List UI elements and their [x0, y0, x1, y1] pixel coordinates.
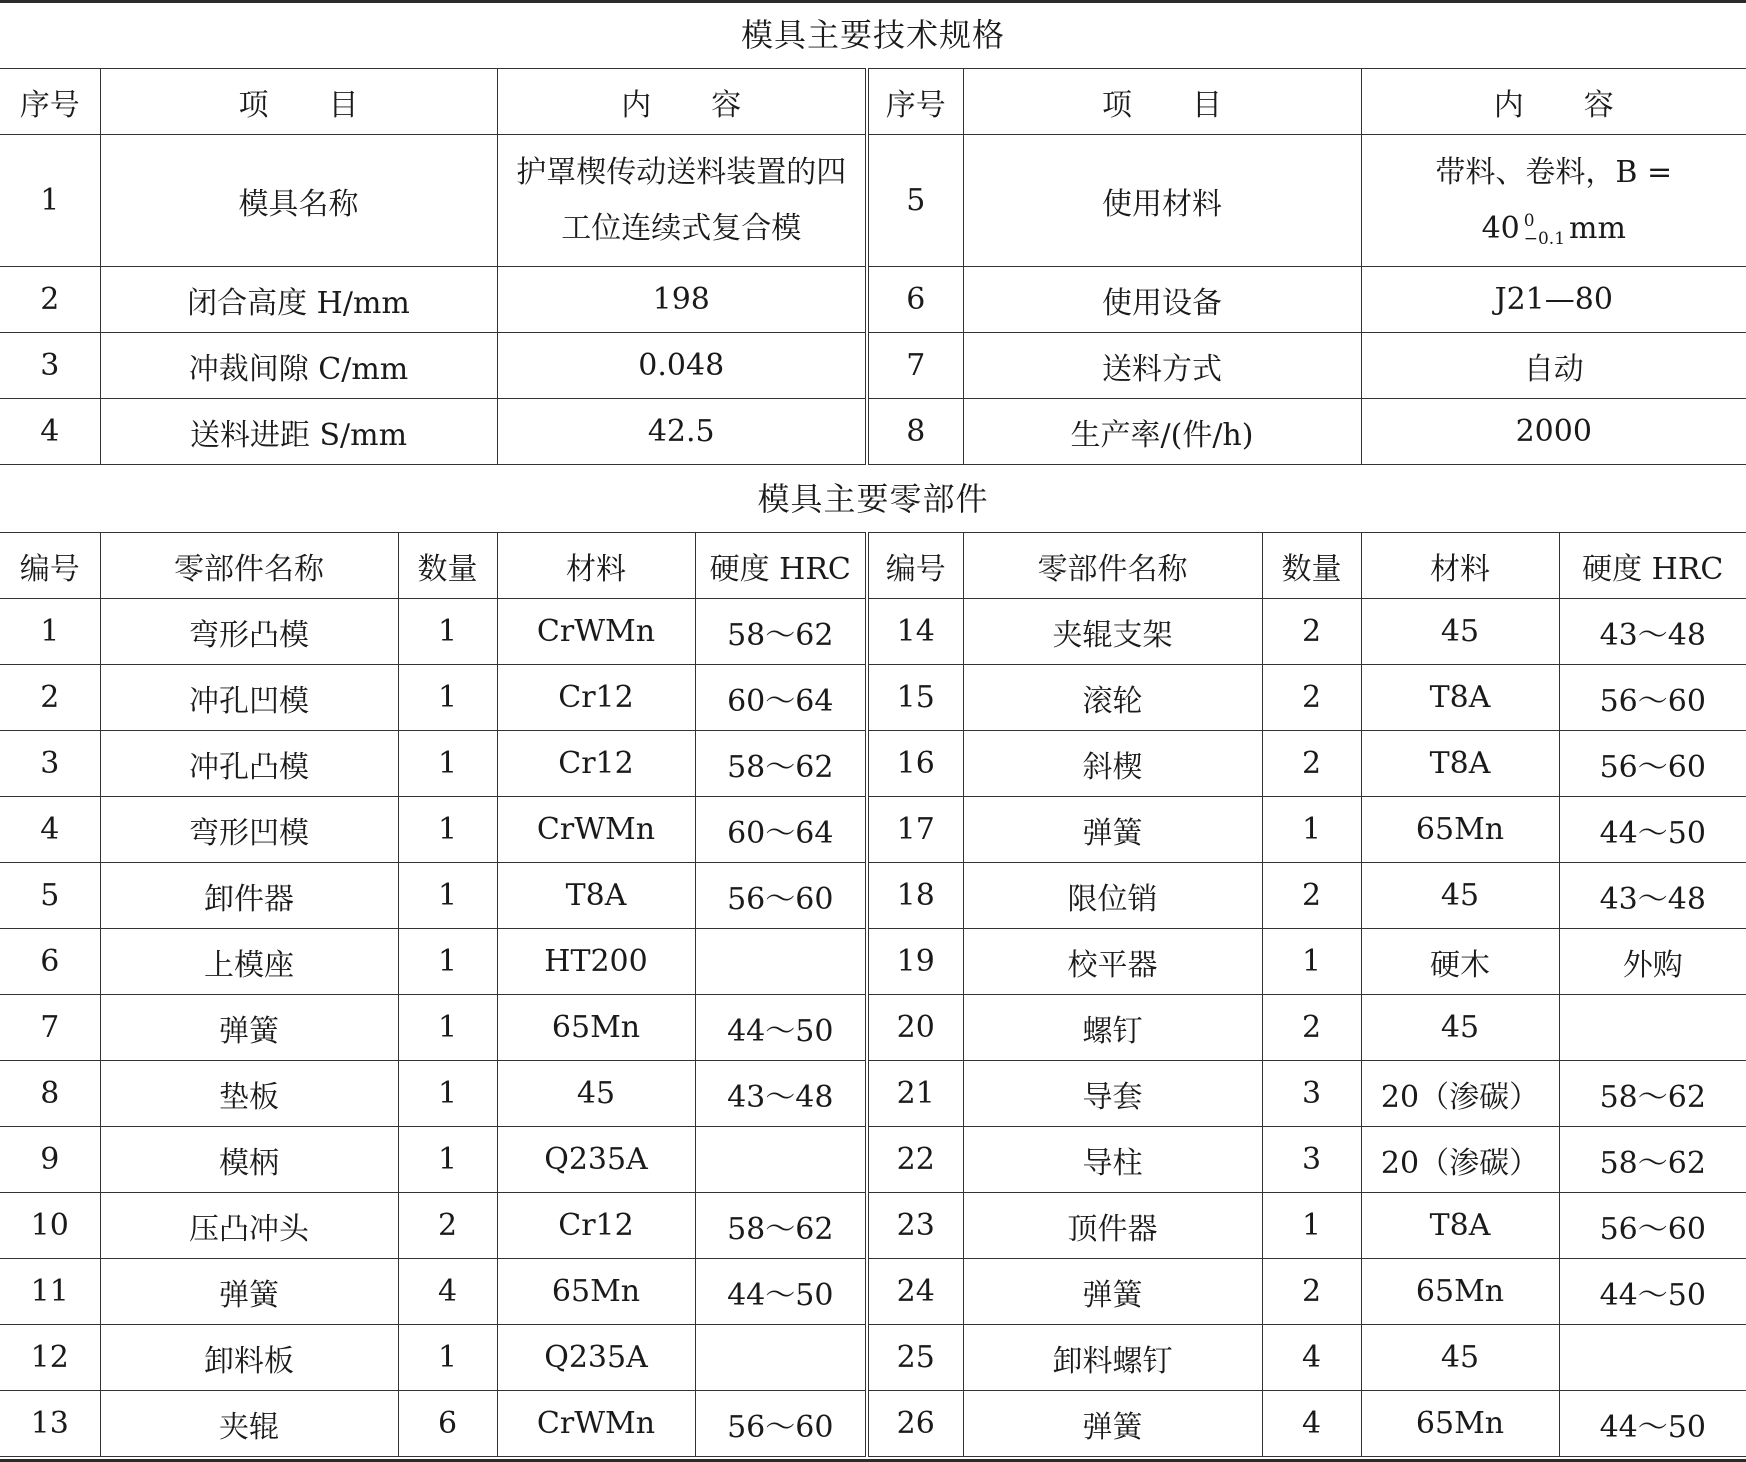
part-name: 螺钉	[963, 995, 1262, 1061]
part-qty: 4	[1262, 1325, 1361, 1391]
header-material: 材料	[497, 533, 695, 599]
part-material: HT200	[497, 929, 695, 995]
part-no: 3	[0, 731, 100, 797]
part-name: 滚轮	[963, 665, 1262, 731]
part-qty: 1	[398, 929, 497, 995]
part-no: 1	[0, 599, 100, 665]
part-no: 9	[0, 1127, 100, 1193]
parts-row	[0, 1193, 1746, 1259]
part-material: Q235A	[497, 1127, 695, 1193]
part-hardness	[695, 929, 867, 995]
part-qty: 2	[398, 1193, 497, 1259]
part-material: 65Mn	[1361, 797, 1559, 863]
part-hardness: 60～64	[695, 665, 867, 731]
part-hardness: 43～48	[1559, 863, 1746, 929]
spec-row	[0, 135, 1746, 267]
spec-item: 冲裁间隙 C/mm	[100, 333, 497, 399]
part-hardness: 56～60	[1559, 665, 1746, 731]
spec-content: 自动	[1361, 333, 1746, 399]
header-name: 零部件名称	[100, 533, 398, 599]
part-material: T8A	[1361, 731, 1559, 797]
part-name: 夹辊支架	[963, 599, 1262, 665]
part-hardness: 60～64	[695, 797, 867, 863]
part-no: 23	[867, 1193, 963, 1259]
header-qty: 数量	[398, 533, 497, 599]
part-name: 卸料板	[100, 1325, 398, 1391]
parts-row	[0, 1061, 1746, 1127]
parts-row	[0, 863, 1746, 929]
part-name: 导柱	[963, 1127, 1262, 1193]
header-name: 零部件名称	[963, 533, 1262, 599]
part-no: 22	[867, 1127, 963, 1193]
part-hardness: 44～50	[1559, 1259, 1746, 1325]
spec-no: 6	[867, 267, 963, 333]
part-material: CrWMn	[497, 797, 695, 863]
part-material: 65Mn	[1361, 1259, 1559, 1325]
part-no: 13	[0, 1391, 100, 1457]
spec-no: 7	[867, 333, 963, 399]
header-hardness: 硬度 HRC	[1559, 533, 1746, 599]
part-material: 45	[1361, 1325, 1559, 1391]
spec-row	[0, 267, 1746, 333]
header-material: 材料	[1361, 533, 1559, 599]
part-no: 24	[867, 1259, 963, 1325]
part-material: CrWMn	[497, 599, 695, 665]
parts-table	[0, 532, 1746, 1457]
spec-item: 使用材料	[963, 135, 1361, 267]
part-hardness: 56～60	[695, 1391, 867, 1457]
part-qty: 4	[398, 1259, 497, 1325]
part-material: 65Mn	[1361, 1391, 1559, 1457]
spec-content	[1361, 135, 1746, 267]
header-item: 项 目	[963, 69, 1361, 135]
part-name: 垫板	[100, 1061, 398, 1127]
part-no: 21	[867, 1061, 963, 1127]
part-material: 20（渗碳）	[1361, 1127, 1559, 1193]
part-no: 12	[0, 1325, 100, 1391]
part-name: 导套	[963, 1061, 1262, 1127]
part-no: 8	[0, 1061, 100, 1127]
part-no: 5	[0, 863, 100, 929]
part-hardness: 44～50	[695, 995, 867, 1061]
part-qty: 1	[398, 995, 497, 1061]
spec-item: 送料进距 S/mm	[100, 399, 497, 465]
part-material: T8A	[1361, 665, 1559, 731]
part-no: 4	[0, 797, 100, 863]
part-hardness: 56～60	[1559, 731, 1746, 797]
part-no: 6	[0, 929, 100, 995]
spec-content: 198	[497, 267, 867, 333]
part-material: 20（渗碳）	[1361, 1061, 1559, 1127]
spec-table	[0, 68, 1746, 465]
spec-content: 2000	[1361, 399, 1746, 465]
part-hardness: 外购	[1559, 929, 1746, 995]
part-name: 弯形凸模	[100, 599, 398, 665]
part-qty: 1	[398, 665, 497, 731]
part-qty: 4	[1262, 1391, 1361, 1457]
part-material: 65Mn	[497, 995, 695, 1061]
part-hardness	[695, 1325, 867, 1391]
part-name: 弹簧	[100, 1259, 398, 1325]
part-hardness: 43～48	[695, 1061, 867, 1127]
part-qty: 6	[398, 1391, 497, 1457]
part-no: 19	[867, 929, 963, 995]
part-no: 11	[0, 1259, 100, 1325]
spec-item: 闭合高度 H/mm	[100, 267, 497, 333]
header-item: 项 目	[100, 69, 497, 135]
part-material: T8A	[497, 863, 695, 929]
part-name: 卸件器	[100, 863, 398, 929]
part-name: 冲孔凹模	[100, 665, 398, 731]
part-material: Cr12	[497, 1193, 695, 1259]
part-hardness: 58～62	[695, 599, 867, 665]
part-qty: 2	[1262, 1259, 1361, 1325]
part-qty: 2	[1262, 599, 1361, 665]
part-name: 校平器	[963, 929, 1262, 995]
header-qty: 数量	[1262, 533, 1361, 599]
parts-row	[0, 995, 1746, 1061]
parts-row	[0, 1325, 1746, 1391]
part-hardness	[1559, 995, 1746, 1061]
part-qty: 1	[398, 797, 497, 863]
material-line-1: 带料、卷料，B =	[1435, 154, 1673, 190]
part-qty: 2	[1262, 731, 1361, 797]
part-qty: 1	[1262, 929, 1361, 995]
spec-content: 42.5	[497, 399, 867, 465]
tolerance-lower: −0.1	[1523, 228, 1566, 249]
part-material: CrWMn	[497, 1391, 695, 1457]
part-hardness: 58～62	[1559, 1061, 1746, 1127]
part-no: 7	[0, 995, 100, 1061]
parts-row	[0, 731, 1746, 797]
part-hardness: 56～60	[1559, 1193, 1746, 1259]
parts-header-row	[0, 533, 1746, 599]
part-name: 夹辊	[100, 1391, 398, 1457]
part-material: T8A	[1361, 1193, 1559, 1259]
part-qty: 1	[1262, 1193, 1361, 1259]
spec-content: J21—80	[1361, 267, 1746, 333]
part-no: 25	[867, 1325, 963, 1391]
part-name: 卸料螺钉	[963, 1325, 1262, 1391]
spec-item: 生产率/(件/h)	[963, 399, 1361, 465]
tolerance	[1524, 212, 1565, 248]
parts-row	[0, 665, 1746, 731]
spec-item: 送料方式	[963, 333, 1361, 399]
part-hardness: 58～62	[695, 1193, 867, 1259]
part-name: 上模座	[100, 929, 398, 995]
part-material: Cr12	[497, 731, 695, 797]
spec-section-title: 模具主要技术规格	[740, 16, 1005, 54]
part-name: 弹簧	[963, 797, 1262, 863]
part-hardness: 56～60	[695, 863, 867, 929]
part-material: Q235A	[497, 1325, 695, 1391]
part-qty: 1	[398, 863, 497, 929]
part-hardness: 58～62	[1559, 1127, 1746, 1193]
spec-no: 8	[867, 399, 963, 465]
parts-row	[0, 929, 1746, 995]
part-qty: 1	[398, 599, 497, 665]
part-qty: 2	[1262, 863, 1361, 929]
part-hardness: 44～50	[695, 1259, 867, 1325]
spec-content	[497, 135, 867, 267]
material-width: 40	[1481, 210, 1520, 246]
parts-row	[0, 599, 1746, 665]
part-no: 18	[867, 863, 963, 929]
spec-header-row	[0, 69, 1746, 135]
part-hardness: 43～48	[1559, 599, 1746, 665]
header-no: 序号	[0, 69, 100, 135]
part-qty: 2	[1262, 995, 1361, 1061]
part-hardness: 44～50	[1559, 1391, 1746, 1457]
part-qty: 1	[1262, 797, 1361, 863]
part-name: 弯形凹模	[100, 797, 398, 863]
tolerance-upper: 0	[1523, 210, 1535, 231]
parts-section-title: 模具主要零部件	[757, 480, 989, 518]
parts-row	[0, 797, 1746, 863]
spec-no: 5	[867, 135, 963, 267]
part-no: 14	[867, 599, 963, 665]
part-qty: 3	[1262, 1127, 1361, 1193]
part-qty: 1	[398, 731, 497, 797]
part-material: 65Mn	[497, 1259, 695, 1325]
spec-content-text: 护罩楔传动送料装置的四工位连续式复合模	[516, 154, 847, 246]
part-name: 斜楔	[963, 731, 1262, 797]
part-name: 弹簧	[963, 1259, 1262, 1325]
header-hardness: 硬度 HRC	[695, 533, 867, 599]
part-material: 45	[1361, 995, 1559, 1061]
spec-no: 4	[0, 399, 100, 465]
part-no: 2	[0, 665, 100, 731]
spec-row	[0, 399, 1746, 465]
part-qty: 1	[398, 1325, 497, 1391]
material-unit: mm	[1569, 210, 1626, 246]
part-no: 16	[867, 731, 963, 797]
part-qty: 1	[398, 1061, 497, 1127]
spec-item: 模具名称	[100, 135, 497, 267]
material-line-2	[1362, 201, 1746, 257]
parts-row	[0, 1127, 1746, 1193]
part-no: 26	[867, 1391, 963, 1457]
part-qty: 2	[1262, 665, 1361, 731]
part-hardness: 58～62	[695, 731, 867, 797]
part-name: 冲孔凸模	[100, 731, 398, 797]
part-hardness	[695, 1127, 867, 1193]
spec-content: 0.048	[497, 333, 867, 399]
part-name: 限位销	[963, 863, 1262, 929]
part-hardness	[1559, 1325, 1746, 1391]
spec-row	[0, 333, 1746, 399]
part-no: 10	[0, 1193, 100, 1259]
part-no: 17	[867, 797, 963, 863]
part-material: 45	[497, 1061, 695, 1127]
part-material: 45	[1361, 599, 1559, 665]
part-material: 45	[1361, 863, 1559, 929]
part-material: Cr12	[497, 665, 695, 731]
part-no: 15	[867, 665, 963, 731]
header-no: 编号	[0, 533, 100, 599]
part-name: 弹簧	[100, 995, 398, 1061]
part-name: 模柄	[100, 1127, 398, 1193]
part-name: 弹簧	[963, 1391, 1262, 1457]
header-content: 内 容	[1361, 69, 1746, 135]
part-material: 硬木	[1361, 929, 1559, 995]
part-qty: 3	[1262, 1061, 1361, 1127]
header-content: 内 容	[497, 69, 867, 135]
header-no: 序号	[867, 69, 963, 135]
part-name: 顶件器	[963, 1193, 1262, 1259]
part-no: 20	[867, 995, 963, 1061]
part-qty: 1	[398, 1127, 497, 1193]
parts-row	[0, 1259, 1746, 1325]
part-hardness: 44～50	[1559, 797, 1746, 863]
part-name: 压凸冲头	[100, 1193, 398, 1259]
header-no: 编号	[867, 533, 963, 599]
spec-no: 2	[0, 267, 100, 333]
spec-no: 1	[0, 135, 100, 267]
parts-row	[0, 1391, 1746, 1457]
spec-no: 3	[0, 333, 100, 399]
spec-item: 使用设备	[963, 267, 1361, 333]
